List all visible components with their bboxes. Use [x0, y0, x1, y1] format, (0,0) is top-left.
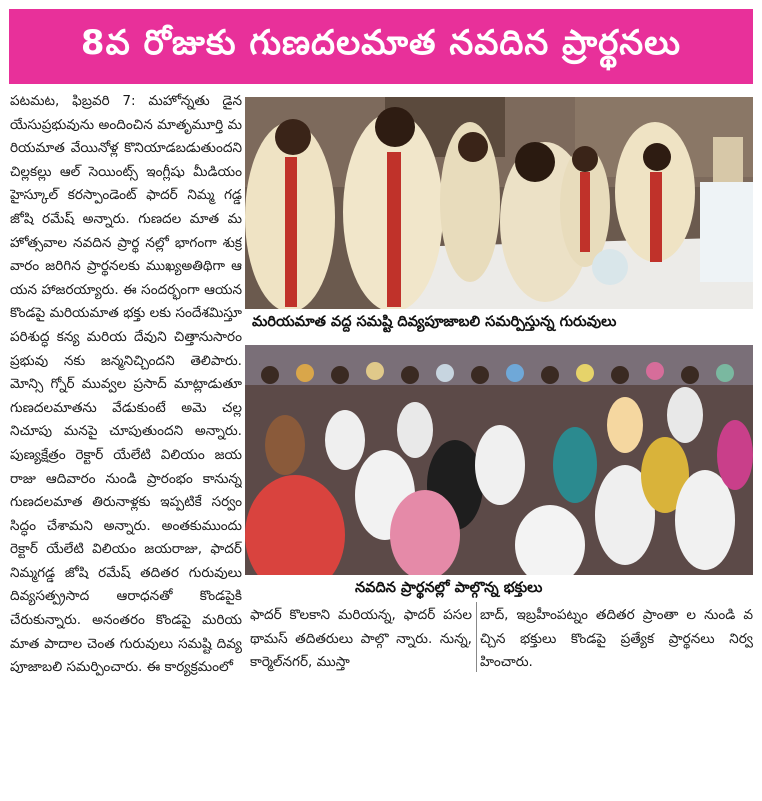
article-body-text: పటమట, ఫిబ్రవరి 7: మహోన్నతు డైన యేసుప్రభువును అందించిన మాతృమూర్తి మరియమాత వేయినోళ్ల కొనియాడబడుతుందని చిల్లకల్లు ఆల్ సెయింట్స్ ఇంగ్లీషు మీడియం హైస్కూల్ కరస్పాండెంట్ ఫాదర్ నిమ్మ గడ్డ జోషి రమేష్ అన్నారు. గుణదల మాత మహోత్సవాల నవదిన ప్రార్థ నల్లో భాగంగా శుక్రవారం జరిగిన ప్రార్థనలకు ముఖ్యఅతిథిగా ఆయన హాజరయ్యారు. ఈ సందర్భంగా ఆయన కొండపై మరియమాత భక్తు లకు సందేశమిస్తూ పరిశుద్ధ కన్య మరియ దేవుని చిత్తానుసారం ప్రభువు నకు జన్మనిచ్చిందని తెలిపారు. మోన్సి గ్నోర్ మువ్వల ప్రసాద్ మాట్లాడుతూ గుణదలమాతను వేడుకుంటే అమె చల్లనిచూపు మనపై చూపుతుందని అన్నారు. పుణ్యక్షేత్రం రెక్టార్ యేలేటి విలియం జయరాజు ఆదివారం నుండి ప్రారంభం కానున్న గుణదలమాత తిరునాళ్లకు ఇప్పటికే సర్వం సిద్ధం చేశామని అన్నారు. అంతకుముందు రెక్టార్ యేలేటి విలియం జయరాజు, ఫాదర్ నిమ్మగడ్డ జోషి రమేష్ తదితర గురువులు దివ్యసత్ప్రసాద ఆరాధనతో కొండపైకి చేరుకున్నారు. అనంతరం కొండపై మరియమాత పాదాల చెంత గురువులు సమష్టి దివ్యపూజాబలి సమర్పించారు. ఈ కార్యక్రమంలో: [10, 93, 242, 676]
photo-priests-mass: [245, 97, 753, 309]
continuation-left-text: ఫాదర్ కొలకాని మరియన్న, ఫాదర్ పసల థామస్ తదితరులు పాల్గొ న్నారు. నున్న, కార్మెల్‌నగర్, ముస్తా: [250, 607, 472, 671]
column-divider: [476, 602, 477, 672]
continuation-right-text: బాద్, ఇబ్రహీంపట్నం తదితర ప్రాంతా ల నుండి వచ్చిన భక్తులు కొండపై ప్రత్యేక ప్రార్థనలు నిర్వహించారు.: [480, 607, 753, 671]
article-continuation-left: [250, 604, 472, 675]
photo-caption-top: మరియమాత వద్ద సమష్టి దివ్యపూజాబలి సమర్పిస్తున్న గురువులు: [252, 314, 617, 330]
headline-banner: [9, 9, 753, 84]
article-continuation-right: [480, 604, 753, 675]
photo-caption-bottom: నవదిన ప్రార్థనల్లో పాల్గొన్న భక్తులు: [355, 580, 543, 596]
headline-text: 8వ రోజుకు గుణదలమాత నవదిన ప్రార్థనలు: [80, 22, 682, 63]
photo-devotees: [245, 345, 753, 575]
article-body-column: [10, 90, 242, 800]
